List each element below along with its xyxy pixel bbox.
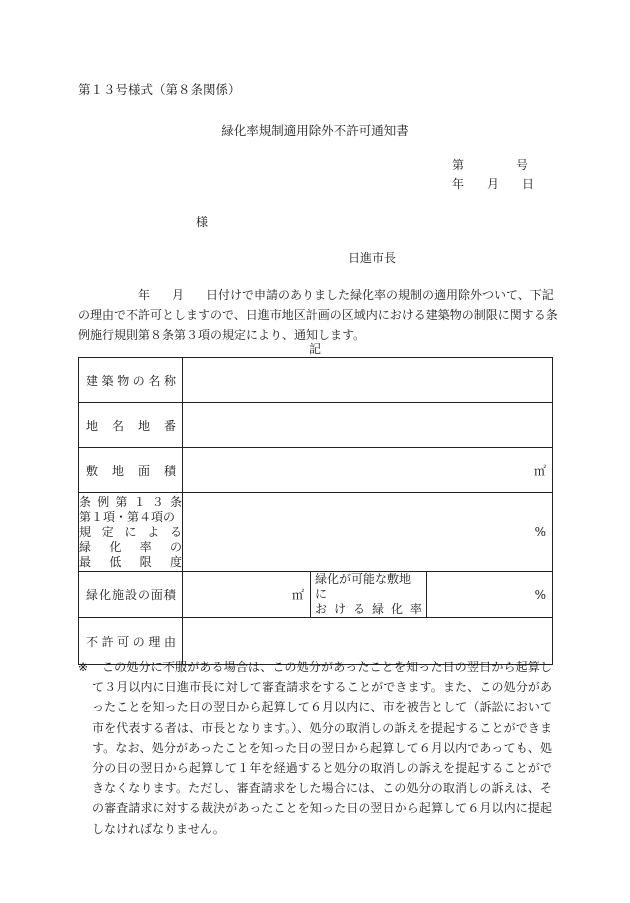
label-char: 称 [163,373,176,388]
label-char: 化 [98,588,111,602]
ki-heading: 記 [308,342,321,356]
document-title: 緑化率規制適用除外不許可通知書 [221,123,409,138]
min-ratio-label-line [79,525,182,540]
label-char: 番 [163,418,176,433]
label-char: 緑 [371,602,384,616]
form-number: 第１３号様式（第８条関係） [78,82,241,97]
label-char: 地 [86,418,99,433]
possible-ratio-field[interactable] [427,572,553,618]
label-char: 設 [124,588,137,602]
issuer-name: 日進市長 [348,251,397,265]
label-char: に [124,524,137,539]
location-field[interactable] [183,403,553,448]
label-char: 化 [390,602,403,616]
label-char: 面 [137,463,150,478]
green-area-field[interactable] [183,572,311,618]
note-text: この処分に不服がある場合は、この処分があったことを知った日の翌日から起算して３月以内に日進市長に対して審査請求をすることができます。また、この処分があったことを知った日の翌日から起算して６月以内に、市を被告として（訴訟において市を代表する者は、市長となります。）、処分の取消しの訴えを提起することができます。なお、処分があったことを知った日の翌日から起算して６月以内であっても、処分の日の翌日から起算して１年を経過すると処分の取消しの訴えを提起することができなくなります。ただし、審査請求をした場合には、この処分の取消しの訴えは、その審査請求に対する裁決があったことを知った日の翌日から起算して６月以内に提起しなければなりません。 [92,660,552,836]
label-char: 地 [137,418,150,433]
label-char: 規 [79,524,92,539]
label-char: 地 [111,463,124,478]
label-char: ３ [151,494,164,509]
min-ratio-label-line [79,540,182,555]
label-char: 第１項・第４項の [79,509,176,524]
label-char: 限 [139,554,152,569]
label-char: 建 [86,373,99,388]
label-char: 不 [86,634,99,649]
label-char: お [315,602,328,616]
label-char: 化 [109,539,122,554]
possible-ratio-label [311,572,427,618]
min-ratio-label [79,493,183,572]
appeal-notice [78,657,552,839]
label-char: の [137,588,150,602]
date-year: 年 [452,177,465,191]
site-area-unit: ㎡ [534,463,547,478]
label-char: 率 [139,539,152,554]
label-char: 度 [169,554,182,569]
label-char: 緑 [79,539,92,554]
label-char: 築 [101,373,114,388]
label-char: の [132,373,145,388]
min-ratio-label-line [79,495,182,510]
label-char: 条 [169,494,182,509]
label-char: 緑 [86,588,99,602]
label-char: 施 [111,588,124,602]
label-char: 可 [117,634,130,649]
number-prefix: 第 [452,158,465,172]
label-char: 面 [150,588,163,602]
body-year: 年 [138,288,151,302]
note-mark: ※ [78,660,89,674]
label-char: の [169,539,182,554]
body-line-3: 例施行規則第８条第３項の規定により、通知します。 [78,328,366,342]
label-char: 第 [115,494,128,509]
label-char: 物 [117,373,130,388]
site-area-label [79,448,183,493]
label-char: の [132,634,145,649]
body-line-1 [78,285,552,305]
label-char: 名 [111,418,124,433]
min-ratio-label-line [79,510,182,525]
label-char: 由 [163,634,176,649]
label-char: よ [147,524,160,539]
label-char: 許 [101,634,114,649]
label-char: １ [133,494,146,509]
row-green-area [79,572,553,618]
detail-table [78,357,553,665]
label-char: 最 [79,554,92,569]
location-label [79,403,183,448]
notice-body [78,285,558,345]
label-char: 低 [109,554,122,569]
building-name-label [79,358,183,403]
row-site-area [79,448,553,493]
body-month: 月 [172,288,185,302]
row-min-ratio [79,493,553,572]
label-char: 敷 [86,463,99,478]
number-suffix: 号 [516,158,529,172]
label-char: 積 [163,588,176,602]
label-char: け [333,602,346,616]
row-location [79,403,553,448]
body-line-2: の理由で不許可としますので、日進市地区計画の区域内における建築物の制限に関する条 [78,308,558,322]
body-line-1-rest: 日付けで申請のありました緑化率の規制の適用除外ついて、下記 [206,288,554,302]
min-ratio-field[interactable] [183,493,553,572]
site-area-field[interactable] [183,448,553,493]
date-month: 月 [487,177,500,191]
label-char: る [169,524,182,539]
possible-ratio-label-line1: 緑化が可能な敷地に [315,572,412,601]
label-char: 理 [148,634,161,649]
min-ratio-unit: % [534,525,547,539]
label-char: る [352,602,365,616]
green-area-label [79,572,183,618]
label-char: 積 [163,463,176,478]
label-char: 条 [79,494,92,509]
label-char: 定 [101,524,114,539]
green-area-unit: ㎡ [291,588,304,602]
possible-ratio-unit: % [534,587,547,602]
building-name-field[interactable] [183,358,553,403]
date-line [452,175,534,192]
min-ratio-label-line [79,555,182,570]
addressee-honorific: 様 [196,215,209,229]
row-building-name [79,358,553,403]
document-number-line [452,156,528,173]
date-day: 日 [522,177,535,191]
label-char: 例 [97,494,110,509]
label-char: 名 [148,373,161,388]
label-char: 率 [409,602,422,616]
